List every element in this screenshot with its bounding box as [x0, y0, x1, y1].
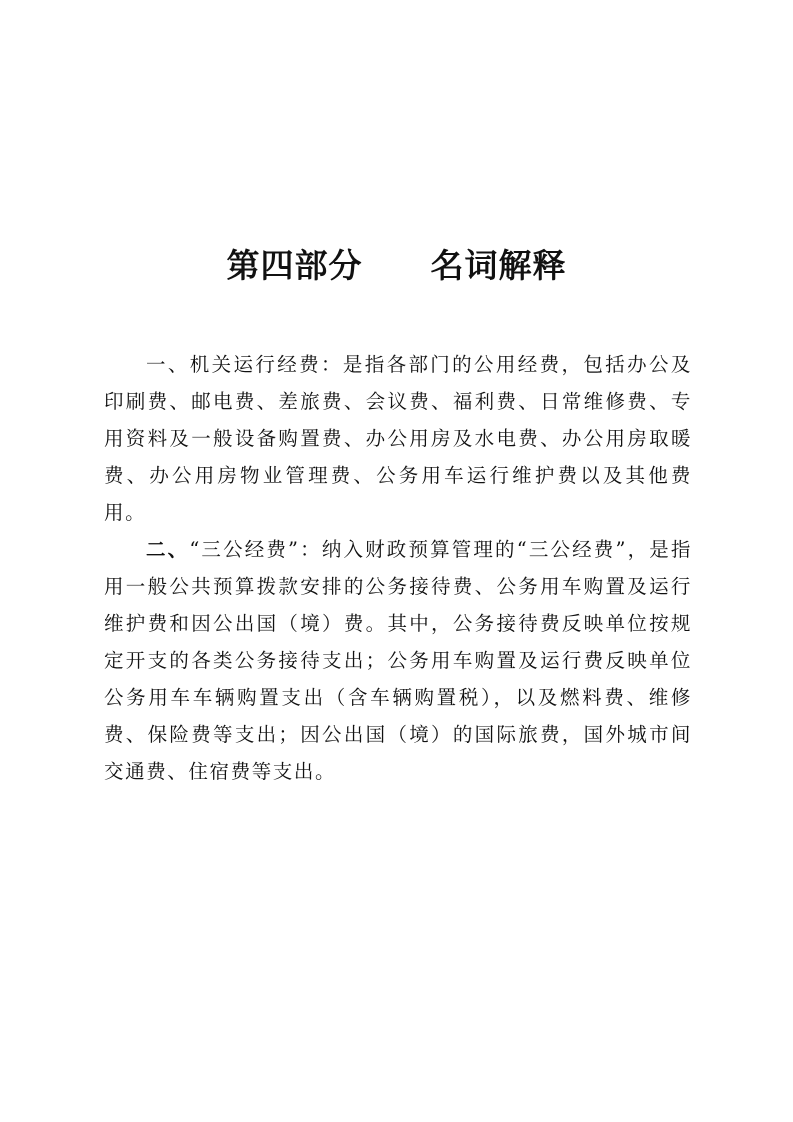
document-body: [104, 346, 692, 790]
section-number: 二、: [146, 538, 190, 561]
section-three-public-expenses: [104, 531, 692, 790]
section-text: “三公经费”：纳入财政预算管理的“三公经费”，是指用一般公共预算拨款安排的公务接待费、公务用车购置及运行维护费和因公出国（境）费。其中，公务接待费反映单位按规定开支的各类公务接待支出；公务用车购置及运行费反映单位公务用车车辆购置支出（含车辆购置税），以及燃料费、维修费、保险费等支出；因公出国（境）的国际旅费，国外城市间交通费、住宿费等支出。: [104, 538, 692, 783]
section-operating-expenses: [104, 346, 692, 531]
page-title: 第四部分 名词解释: [226, 246, 567, 285]
section-text: 一、机关运行经费：是指各部门的公用经费，包括办公及印刷费、邮电费、差旅费、会议费、福利费、日常维修费、专用资料及一般设备购置费、办公用房及水电费、办公用房取暖费、办公用房物业管理费、公务用车运行维护费以及其他费用。: [104, 353, 692, 524]
